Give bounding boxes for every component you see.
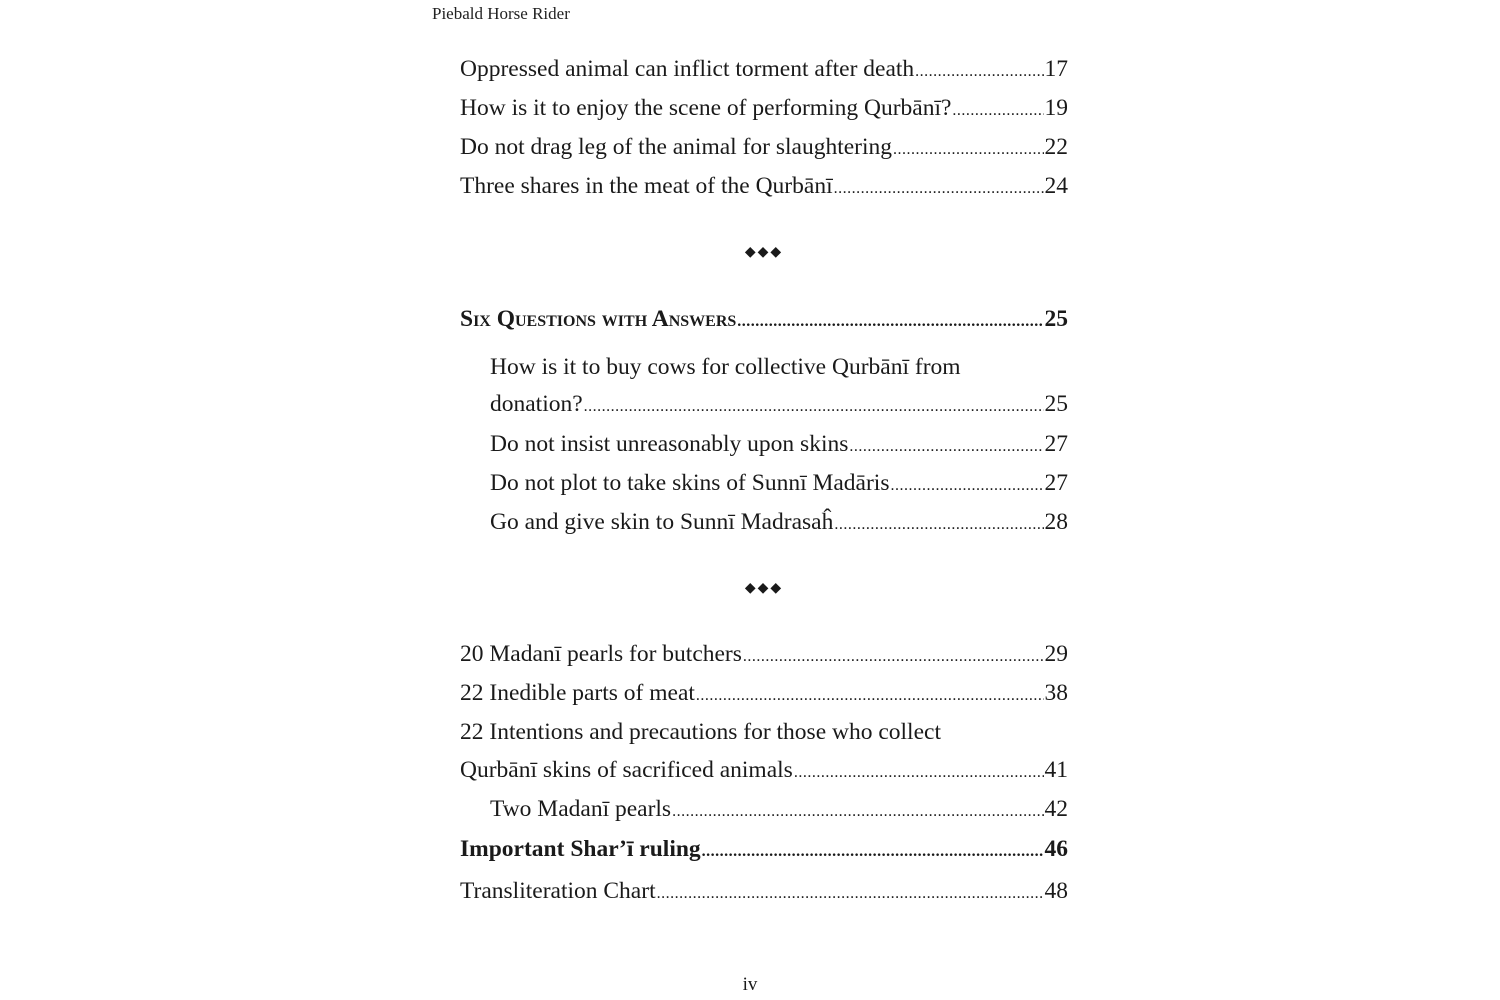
toc-entry[interactable] — [460, 172, 1068, 203]
running-head: Piebald Horse Rider — [432, 4, 570, 23]
toc-entry-title: Go and give skin to Sunnī Madrasaĥ — [490, 509, 834, 535]
toc-entry-page: 29 — [1044, 641, 1068, 667]
toc-entry-page: 25 — [1044, 391, 1068, 417]
toc-entry-title: 22 Inedible parts of meat — [460, 680, 695, 706]
dot-leader — [849, 433, 1043, 461]
toc-entry[interactable] — [490, 390, 1068, 421]
dot-leader — [794, 759, 1044, 787]
dot-leader — [702, 838, 1044, 866]
toc-entry[interactable] — [460, 94, 1068, 125]
toc-entry[interactable] — [460, 55, 1068, 86]
dot-leader — [834, 511, 1043, 539]
toc-entry-line1[interactable]: How is it to buy cows for collective Qurbānī from — [490, 354, 961, 380]
toc-entry-page: 27 — [1044, 470, 1068, 496]
toc-entry-page: 19 — [1044, 95, 1068, 121]
dot-leader — [893, 136, 1043, 164]
toc-entry[interactable] — [490, 508, 1068, 539]
dot-leader — [584, 393, 1044, 421]
toc-entry-page: 42 — [1044, 796, 1068, 822]
toc-entry-page: 46 — [1044, 836, 1068, 862]
toc-entry[interactable] — [460, 133, 1068, 164]
dot-leader — [890, 472, 1043, 500]
toc-entry-page: 48 — [1044, 878, 1068, 904]
section-ornament: ◆◆◆ — [744, 245, 784, 260]
toc-entry-title: Two Madanī pearls — [490, 796, 672, 822]
dot-leader — [743, 643, 1044, 671]
toc-entry-page: 24 — [1044, 173, 1068, 199]
toc-entry-page: 38 — [1044, 680, 1068, 706]
toc-entry[interactable] — [460, 679, 1068, 710]
dot-leader — [952, 97, 1043, 125]
toc-entry-title: Do not insist unreasonably upon skins — [490, 431, 849, 457]
toc-entry-title: Qurbānī skins of sacrificed animals — [460, 757, 793, 783]
toc-entry-page: 27 — [1044, 431, 1068, 457]
toc-entry-title: Oppressed animal can inflict torment after death — [460, 56, 915, 82]
dot-leader — [834, 175, 1044, 203]
toc-entry-title: Important Shar’ī ruling — [460, 836, 701, 862]
dot-leader — [696, 682, 1044, 710]
toc-entry[interactable] — [460, 877, 1068, 908]
dot-leader — [672, 798, 1043, 826]
toc-entry-title: Transliteration Chart — [460, 878, 656, 904]
toc-entry-page: 28 — [1044, 509, 1068, 535]
toc-entry-title: How is it to enjoy the scene of performing Qurbānī? — [460, 95, 952, 121]
toc-entry[interactable] — [490, 430, 1068, 461]
toc-section-heading[interactable] — [460, 305, 1068, 336]
page-number: iv — [742, 974, 758, 995]
dot-leader — [737, 308, 1043, 336]
toc-entry-title: Do not plot to take skins of Sunnī Madāris — [490, 470, 890, 496]
toc-entry-title: donation? — [490, 391, 583, 417]
toc-entry-title: Three shares in the meat of the Qurbānī — [460, 173, 833, 199]
toc-entry[interactable] — [490, 795, 1068, 826]
toc-entry[interactable] — [460, 835, 1068, 866]
section-ornament: ◆◆◆ — [744, 581, 784, 596]
toc-section-page: 25 — [1044, 306, 1068, 332]
toc-entry-page: 41 — [1044, 757, 1068, 783]
dot-leader — [657, 880, 1044, 908]
toc-entry-title: Do not drag leg of the animal for slaughtering — [460, 134, 893, 160]
toc-entry-line1[interactable]: 22 Intentions and precautions for those who collect — [460, 719, 941, 745]
toc-section-title: Six Questions with Answers — [460, 306, 737, 332]
toc-entry-page: 17 — [1044, 56, 1068, 82]
toc-entry-page: 22 — [1044, 134, 1068, 160]
toc-entry[interactable] — [460, 640, 1068, 671]
dot-leader — [915, 58, 1043, 86]
toc-entry[interactable] — [490, 469, 1068, 500]
toc-entry[interactable] — [460, 756, 1068, 787]
toc-entry-title: 20 Madanī pearls for butchers — [460, 641, 742, 667]
